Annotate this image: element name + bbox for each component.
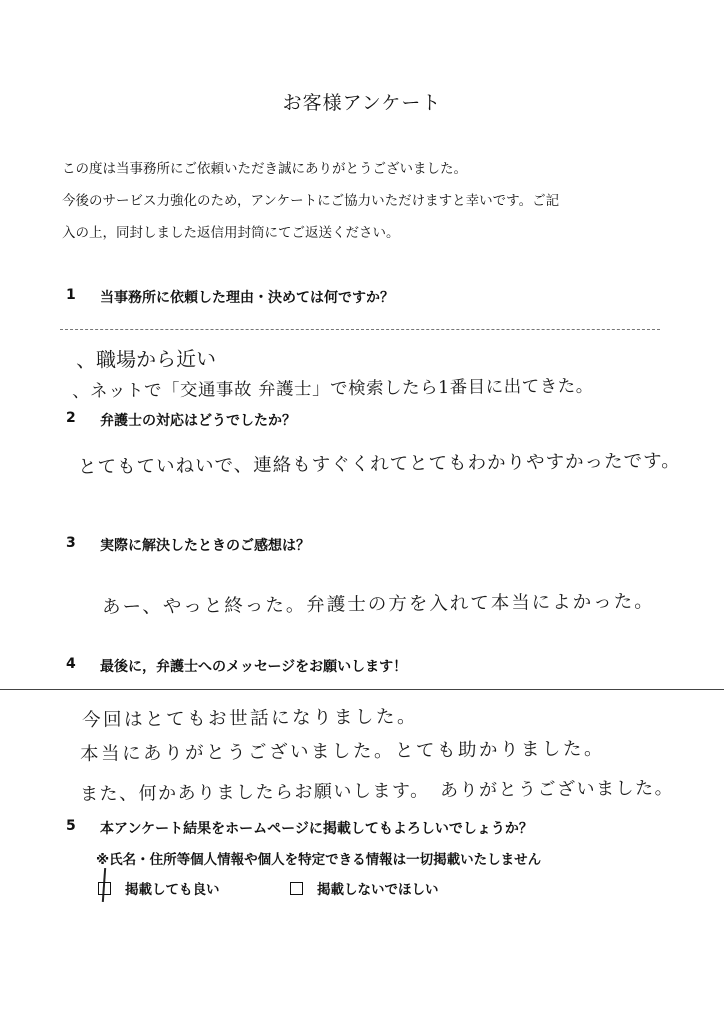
- question-3-text: 実際に解決したときのご感想は？: [100, 538, 310, 554]
- option-publish-no[interactable]: [290, 878, 439, 898]
- answer-1-line-1: 、職場から近い: [75, 346, 217, 372]
- answer-1-line-2: 、ネットで「交通事故 弁護士」で検索したら1番目に出てきた。: [71, 376, 594, 402]
- answer-4-line-1: 今回はとてもお世話になりました。: [81, 706, 419, 731]
- question-4-number: 4: [66, 656, 76, 672]
- scan-line: [60, 329, 660, 330]
- answer-3-line-1: あー、やっと終った。弁護士の方を入れて本当によかった。: [101, 591, 655, 618]
- scan-line: [0, 689, 724, 690]
- option-publish-ok-label: 掲載しても良い: [125, 882, 220, 898]
- privacy-note: ※氏名・住所等個人情報や個人を特定できる情報は一切掲載いたしません: [96, 852, 542, 868]
- question-5-number: 5: [66, 818, 76, 834]
- intro-line-3: 入の上，同封しました返信用封筒にてご返送ください。: [62, 225, 400, 241]
- option-publish-ok[interactable]: [98, 878, 220, 898]
- question-3-number: 3: [66, 535, 76, 551]
- question-2-number: 2: [66, 410, 76, 426]
- option-publish-no-label: 掲載しないでほしい: [317, 882, 439, 898]
- answer-4-line-3: また、何かありましたらお願いします。 ありがとうございました。: [79, 777, 675, 805]
- intro-line-2: 今後のサービス力強化のため，アンケートにご協力いただけますと幸いです。ご記: [62, 193, 560, 209]
- answer-2-line-1: とてもていねいで、連絡もすぐくれてとてもわかりやすかったです。: [77, 450, 681, 478]
- question-5-text: 本アンケート結果をホームページに掲載してもよろしいでしょうか？: [100, 821, 533, 837]
- intro-line-1: この度は当事務所にご依頼いただき誠にありがとうございました。: [62, 161, 467, 177]
- question-4-text: 最後に，弁護士へのメッセージをお願いします！: [100, 659, 408, 675]
- page-title: お客様アンケート: [282, 92, 442, 114]
- question-1-text: 当事務所に依頼した理由・決めては何ですか？: [100, 290, 394, 306]
- question-1-number: 1: [66, 287, 76, 303]
- option-publish-no-checkbox[interactable]: [290, 882, 303, 895]
- option-publish-ok-checkbox[interactable]: [98, 882, 111, 895]
- answer-4-line-2: 本当にありがとうございました。とても助かりました。: [79, 738, 606, 765]
- question-2-text: 弁護士の対応はどうでしたか？: [100, 413, 296, 429]
